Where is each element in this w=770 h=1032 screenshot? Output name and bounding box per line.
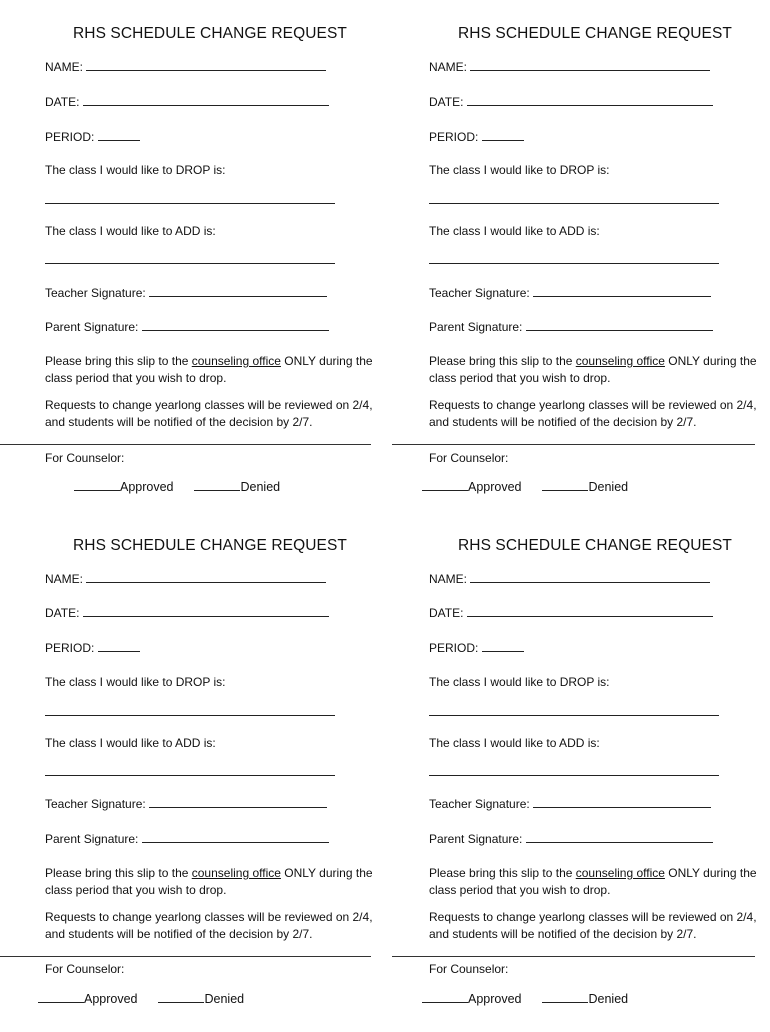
period-label: PERIOD:: [429, 130, 479, 144]
teacher-signature-field[interactable]: [533, 796, 711, 808]
period-field[interactable]: [482, 129, 524, 141]
name-field[interactable]: [470, 59, 710, 71]
name-row: [45, 59, 326, 74]
bring-slip-instruction: [429, 865, 759, 899]
teacher-signature-label: Teacher Signature:: [45, 797, 146, 811]
date-field[interactable]: [83, 605, 329, 617]
period-field[interactable]: [98, 129, 140, 141]
counseling-office-link: counseling office: [191, 866, 281, 880]
for-counselor-label: For Counselor:: [45, 451, 125, 465]
approved-blank[interactable]: [38, 991, 84, 1003]
add-field[interactable]: [45, 764, 335, 776]
separator-line: [0, 956, 371, 957]
drop-label: The class I would like to DROP is:: [45, 675, 226, 689]
add-field[interactable]: [45, 252, 335, 264]
parent-signature-row: [429, 831, 713, 846]
counseling-office-link: counseling office: [575, 354, 665, 368]
denied-label: Denied: [588, 992, 629, 1006]
instruction-text: Please bring this slip to the: [45, 354, 192, 368]
name-label: NAME:: [45, 572, 84, 586]
period-label: PERIOD:: [429, 641, 479, 655]
denied-label: Denied: [204, 992, 245, 1006]
name-field[interactable]: [470, 571, 710, 583]
parent-signature-label: Parent Signature:: [429, 832, 523, 846]
yearlong-note: Requests to change yearlong classes will be reviewed on 2/4, and students will be notified of the decision by 2/7.: [429, 910, 757, 941]
teacher-signature-row: [429, 285, 711, 300]
date-row: [429, 94, 713, 109]
parent-signature-field[interactable]: [142, 831, 329, 843]
instruction-text: ONLY during the class period that you wish to drop.: [429, 354, 757, 385]
denied-blank[interactable]: [194, 479, 240, 491]
instruction-text: ONLY during the class period that you wish to drop.: [45, 866, 373, 897]
denied-blank[interactable]: [542, 991, 588, 1003]
drop-line-row: [45, 192, 335, 207]
teacher-signature-field[interactable]: [149, 285, 327, 297]
for-counselor-label: For Counselor:: [429, 451, 509, 465]
teacher-signature-label: Teacher Signature:: [429, 797, 530, 811]
schedule-change-slip: [8, 532, 378, 1032]
drop-line-row: [429, 704, 719, 719]
yearlong-note: Requests to change yearlong classes will be reviewed on 2/4, and students will be notified of the decision by 2/7.: [429, 398, 757, 429]
date-label: DATE:: [45, 606, 80, 620]
counselor-decision: [38, 991, 244, 1006]
add-label: The class I would like to ADD is:: [45, 224, 216, 238]
instruction-text: ONLY during the class period that you wish to drop.: [429, 866, 757, 897]
name-label: NAME:: [429, 60, 468, 74]
add-label: The class I would like to ADD is:: [429, 736, 600, 750]
approved-label: Approved: [120, 480, 174, 494]
name-row: [45, 571, 326, 586]
approved-label: Approved: [468, 992, 522, 1006]
separator-line: [0, 444, 371, 445]
drop-field[interactable]: [429, 192, 719, 204]
date-label: DATE:: [429, 95, 464, 109]
period-row: [45, 640, 140, 655]
yearlong-note: Requests to change yearlong classes will be reviewed on 2/4, and students will be notified of the decision by 2/7.: [45, 910, 373, 941]
schedule-change-slip: [392, 532, 762, 1032]
period-row: [429, 640, 524, 655]
add-label: The class I would like to ADD is:: [429, 224, 600, 238]
for-counselor-label: For Counselor:: [429, 962, 509, 976]
date-label: DATE:: [429, 606, 464, 620]
parent-signature-label: Parent Signature:: [429, 320, 523, 334]
name-label: NAME:: [45, 60, 84, 74]
parent-signature-row: [45, 831, 329, 846]
drop-label: The class I would like to DROP is:: [429, 675, 610, 689]
drop-label: The class I would like to DROP is:: [45, 163, 226, 177]
date-row: [429, 605, 713, 620]
counseling-office-link: counseling office: [575, 866, 665, 880]
teacher-signature-label: Teacher Signature:: [429, 286, 530, 300]
denied-blank[interactable]: [542, 479, 588, 491]
date-row: [45, 94, 329, 109]
drop-field[interactable]: [45, 704, 335, 716]
parent-signature-row: [429, 319, 713, 334]
for-counselor-label: For Counselor:: [45, 962, 125, 976]
date-field[interactable]: [467, 94, 713, 106]
add-line-row: [429, 764, 719, 779]
counselor-decision: [422, 479, 628, 494]
date-row: [45, 605, 329, 620]
drop-line-row: [45, 704, 335, 719]
counseling-office-link: counseling office: [191, 354, 281, 368]
add-line-row: [429, 252, 719, 267]
add-field[interactable]: [429, 252, 719, 264]
approved-blank[interactable]: [74, 479, 120, 491]
slip-title: RHS SCHEDULE CHANGE REQUEST: [73, 25, 347, 42]
separator-line: [392, 444, 755, 445]
slip-title: RHS SCHEDULE CHANGE REQUEST: [73, 537, 347, 554]
add-label: The class I would like to ADD is:: [45, 736, 216, 750]
period-row: [429, 129, 524, 144]
slip-title: RHS SCHEDULE CHANGE REQUEST: [458, 25, 732, 42]
parent-signature-row: [45, 319, 329, 334]
add-line-row: [45, 252, 335, 267]
teacher-signature-field[interactable]: [533, 285, 711, 297]
date-field[interactable]: [83, 94, 329, 106]
drop-label: The class I would like to DROP is:: [429, 163, 610, 177]
schedule-change-slip: [8, 20, 378, 520]
name-row: [429, 59, 710, 74]
period-row: [45, 129, 140, 144]
parent-signature-label: Parent Signature:: [45, 832, 139, 846]
add-field[interactable]: [429, 764, 719, 776]
counselor-decision: [74, 479, 280, 494]
approved-label: Approved: [468, 480, 522, 494]
drop-line-row: [429, 192, 719, 207]
teacher-signature-row: [429, 796, 711, 811]
approved-blank[interactable]: [422, 991, 468, 1003]
approved-label: Approved: [84, 992, 138, 1006]
teacher-signature-row: [45, 285, 327, 300]
instruction-text: Please bring this slip to the: [45, 866, 192, 880]
yearlong-note: Requests to change yearlong classes will be reviewed on 2/4, and students will be notified of the decision by 2/7.: [45, 398, 373, 429]
denied-blank[interactable]: [158, 991, 204, 1003]
name-field[interactable]: [86, 59, 326, 71]
teacher-signature-label: Teacher Signature:: [45, 286, 146, 300]
instruction-text: ONLY during the class period that you wish to drop.: [45, 354, 373, 385]
parent-signature-field[interactable]: [526, 831, 713, 843]
parent-signature-field[interactable]: [526, 319, 713, 331]
teacher-signature-row: [45, 796, 327, 811]
denied-label: Denied: [240, 480, 281, 494]
parent-signature-field[interactable]: [142, 319, 329, 331]
bring-slip-instruction: [429, 353, 759, 387]
period-label: PERIOD:: [45, 641, 95, 655]
name-label: NAME:: [429, 572, 468, 586]
slip-title: RHS SCHEDULE CHANGE REQUEST: [458, 537, 732, 554]
name-row: [429, 571, 710, 586]
drop-field[interactable]: [45, 192, 335, 204]
bring-slip-instruction: [45, 865, 375, 899]
teacher-signature-field[interactable]: [149, 796, 327, 808]
denied-label: Denied: [588, 480, 629, 494]
instruction-text: Please bring this slip to the: [429, 866, 576, 880]
bring-slip-instruction: [45, 353, 375, 387]
name-field[interactable]: [86, 571, 326, 583]
add-line-row: [45, 764, 335, 779]
date-label: DATE:: [45, 95, 80, 109]
period-label: PERIOD:: [45, 130, 95, 144]
counselor-decision: [422, 991, 628, 1006]
date-field[interactable]: [467, 605, 713, 617]
drop-field[interactable]: [429, 704, 719, 716]
parent-signature-label: Parent Signature:: [45, 320, 139, 334]
period-field[interactable]: [98, 640, 140, 652]
period-field[interactable]: [482, 640, 524, 652]
instruction-text: Please bring this slip to the: [429, 354, 576, 368]
approved-blank[interactable]: [422, 479, 468, 491]
schedule-change-slip: [392, 20, 762, 520]
separator-line: [392, 956, 755, 957]
